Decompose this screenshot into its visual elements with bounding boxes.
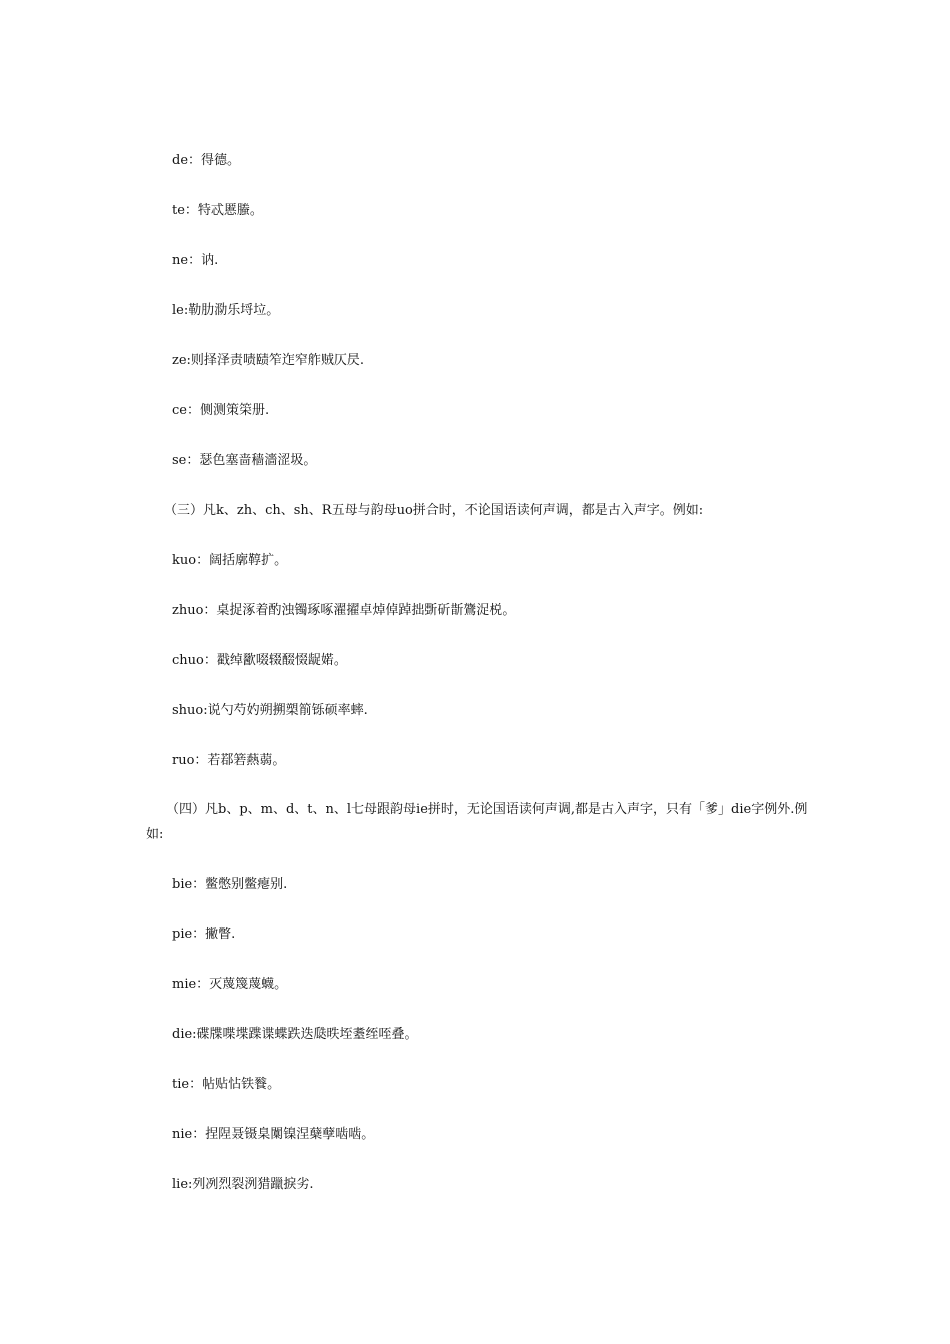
text-line-de: de：得德。 [172, 153, 241, 168]
text-line-bie: bie：鳖憋别鳖瘪别. [172, 877, 288, 892]
text-line-pie: pie：撇瞥. [172, 927, 236, 942]
text-line-nie: nie：捏陧聂镊臬闑镍涅蘖孽啮啮。 [172, 1127, 375, 1142]
section-three-paragraph: （三）凡k、zh、ch、sh、R五母与韵母uo拼合时，不论国语读何声调，都是古入声字。例如: [164, 503, 704, 518]
text-line-ce: ce：侧测策筞册. [172, 403, 270, 418]
text-line-chuo: chuo：戳绰歠啜辍醊惙龊婼。 [172, 653, 347, 668]
text-line-te: te：特忒慝螣。 [172, 203, 263, 218]
text-line-lie: lie:列冽烈裂洌猎躐捩劣. [172, 1177, 314, 1192]
text-line-die: die:碟牒喋堞蹀谍蝶跌迭瓞昳垤耋绖咥叠。 [172, 1027, 418, 1042]
text-line-le: le:勒肋泐乐埒垃。 [172, 303, 280, 318]
text-line-zhuo: zhuo：桌捉涿着酌浊镯琢啄濯擢卓焯倬踔拙斲斫斮鷟浞棁。 [172, 603, 516, 618]
text-line-ne: ne：讷. [172, 253, 219, 268]
section-four-paragraph: （四）凡b、p、m、d、t、n、l七母跟韵母ie拼时，无论国语读何声调,都是古入声字，只有「爹」die字例外.例如: [146, 802, 808, 842]
text-line-kuo: kuo：阔括廓鞟扩。 [172, 553, 288, 568]
text-line-tie: tie：帖贴怗铁餮。 [172, 1077, 281, 1092]
text-line-se: se：瑟色塞啬穑濇涩圾。 [172, 453, 317, 468]
text-line-ze: ze:则择泽责啧赜笮迮窄舴贼仄昃. [172, 353, 365, 368]
text-line-mie: mie：灭蔑篾蔑蠛。 [172, 977, 288, 992]
text-line-shuo: shuo:说勺芍妁朔搠槊箾铄硕率蟀. [172, 703, 368, 718]
text-line-ruo: ruo：若鄀箬爇蒻。 [172, 753, 286, 768]
